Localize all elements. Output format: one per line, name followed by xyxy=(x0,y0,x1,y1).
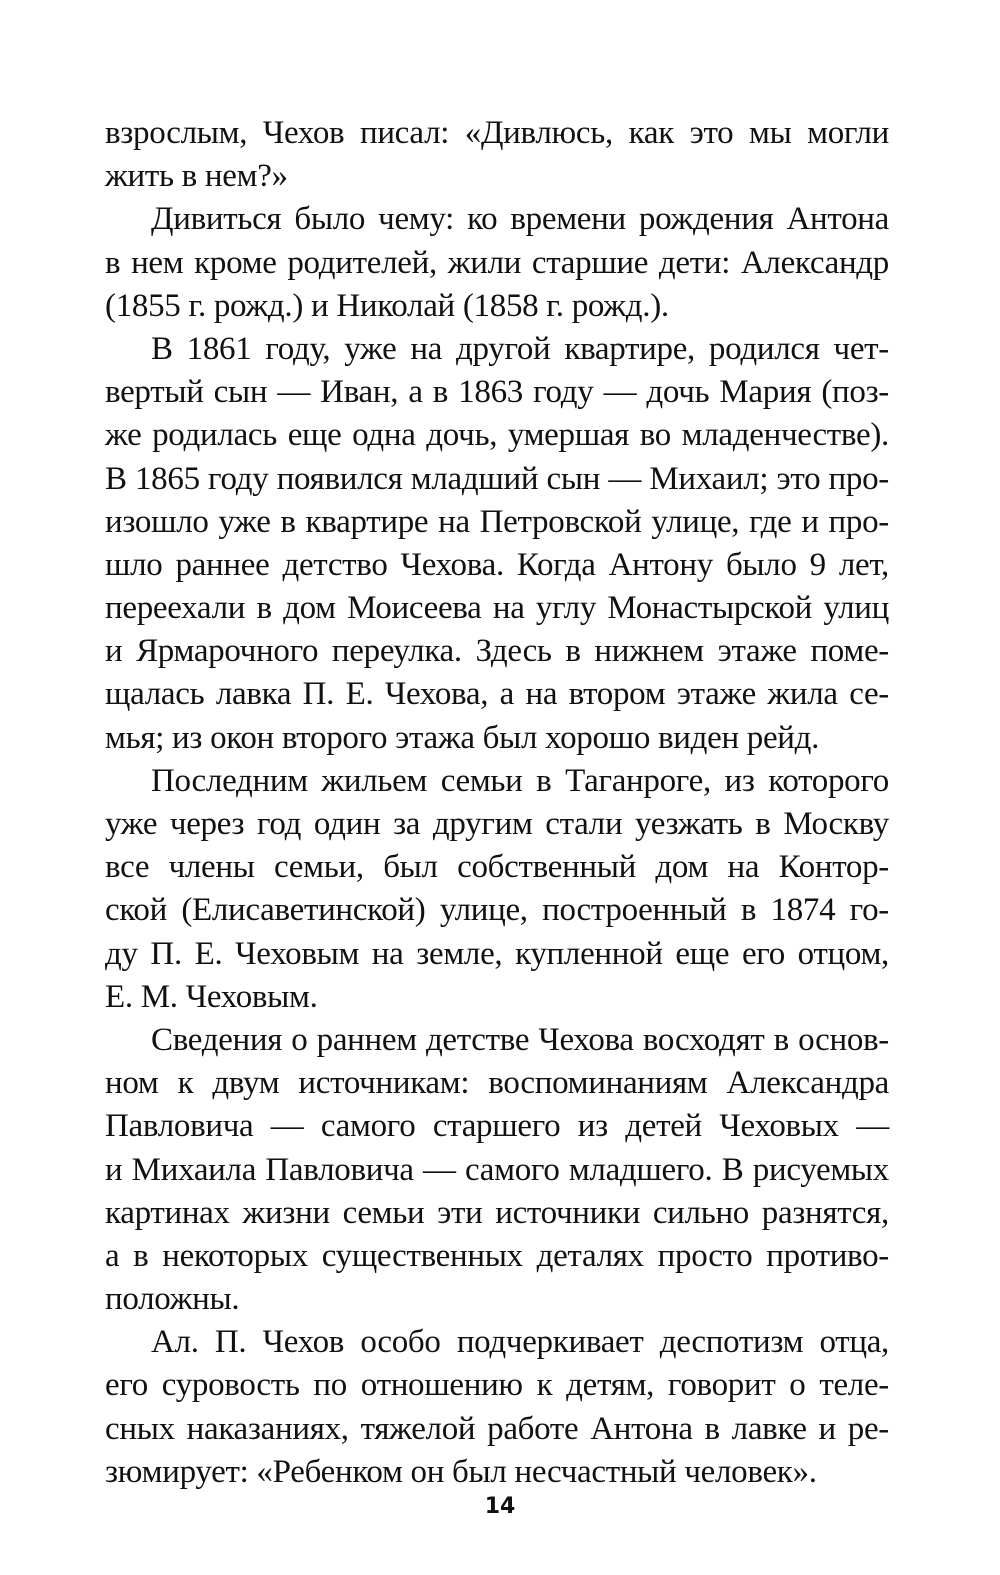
text-line: изошло уже в квартире на Петровской улице, где и про- xyxy=(105,503,889,540)
text-line: сных наказаниях, тяжелой работе Антона в лавке и ре- xyxy=(105,1410,889,1447)
text-line: ду П. Е. Чеховым на земле, купленной еще его отцом, xyxy=(105,935,889,972)
paragraph xyxy=(105,1321,889,1494)
text-line: шло раннее детство Чехова. Когда Антону было 9 лет, xyxy=(105,546,889,583)
text-line: В 1861 году, уже на другой квартире, родился чет- xyxy=(151,330,889,367)
text-line: В 1865 году появился младший сын — Михаил; это про- xyxy=(105,460,889,497)
text-line: ном к двум источникам: воспоминаниям Александра xyxy=(105,1065,889,1102)
text-line: а в некоторых существенных деталях просто противо- xyxy=(105,1237,889,1274)
text-line: в нем кроме родителей, жили старшие дети: Александр xyxy=(105,244,889,281)
text-line: и Ярмарочного переулка. Здесь в нижнем этаже поме- xyxy=(105,633,889,670)
text-line: все члены семьи, был собственный дом на Контор- xyxy=(105,849,889,886)
paragraph xyxy=(105,760,889,1019)
text-line: Последним жильем семьи в Таганроге, из которого xyxy=(151,762,889,799)
text-line: Ал. П. Чехов особо подчеркивает деспотизм отца, xyxy=(151,1324,889,1361)
text-line: Дивиться было чему: ко времени рождения Антона xyxy=(151,201,889,238)
text-line: взрослым, Чехов писал: «Дивлюсь, как это мы могли xyxy=(105,115,889,151)
text-line: положны. xyxy=(105,1281,240,1318)
paragraph xyxy=(105,328,889,760)
page-number: 14 xyxy=(484,1494,516,1519)
text-line: его суровость по отношению к детям, говорит о теле- xyxy=(105,1367,889,1404)
text-line: же родилась еще одна дочь, умершая во младенчестве). xyxy=(105,417,889,454)
text-line: и Михаила Павловича — самого младшего. В рисуемых xyxy=(105,1151,889,1188)
text-line: (1855 г. рожд.) и Николай (1858 г. рожд.). xyxy=(105,287,669,324)
text-line: Е. М. Чеховым. xyxy=(105,978,318,1015)
text-line: Сведения о раннем детстве Чехова восходят в основ- xyxy=(151,1021,889,1058)
text-line: переехали в дом Моисеева на углу Монастырской улиц xyxy=(105,590,889,627)
text-line: ской (Елисаветинской) улице, построенный в 1874 го- xyxy=(105,892,889,929)
paragraph xyxy=(105,112,889,198)
text-line: картинах жизни семьи эти источники сильно разнятся, xyxy=(105,1194,889,1231)
paragraph xyxy=(105,198,889,328)
text-line: мья; из окон второго этажа был хорошо виден рейд. xyxy=(105,719,820,756)
text-line: Павловича — самого старшего из детей Чеховых — xyxy=(105,1108,889,1145)
text-line: вертый сын — Иван, а в 1863 году — дочь Мария (поз- xyxy=(105,374,889,411)
text-line: щалась лавка П. Е. Чехова, а на втором этаже жила се- xyxy=(105,676,889,713)
text-line: уже через год один за другим стали уезжать в Москву xyxy=(105,806,889,842)
paragraph xyxy=(105,1019,889,1321)
book-page-text xyxy=(105,112,889,1494)
text-line: жить в нем?» xyxy=(105,158,288,195)
text-line: зюмирует: «Ребенком он был несчастный человек». xyxy=(105,1453,817,1490)
